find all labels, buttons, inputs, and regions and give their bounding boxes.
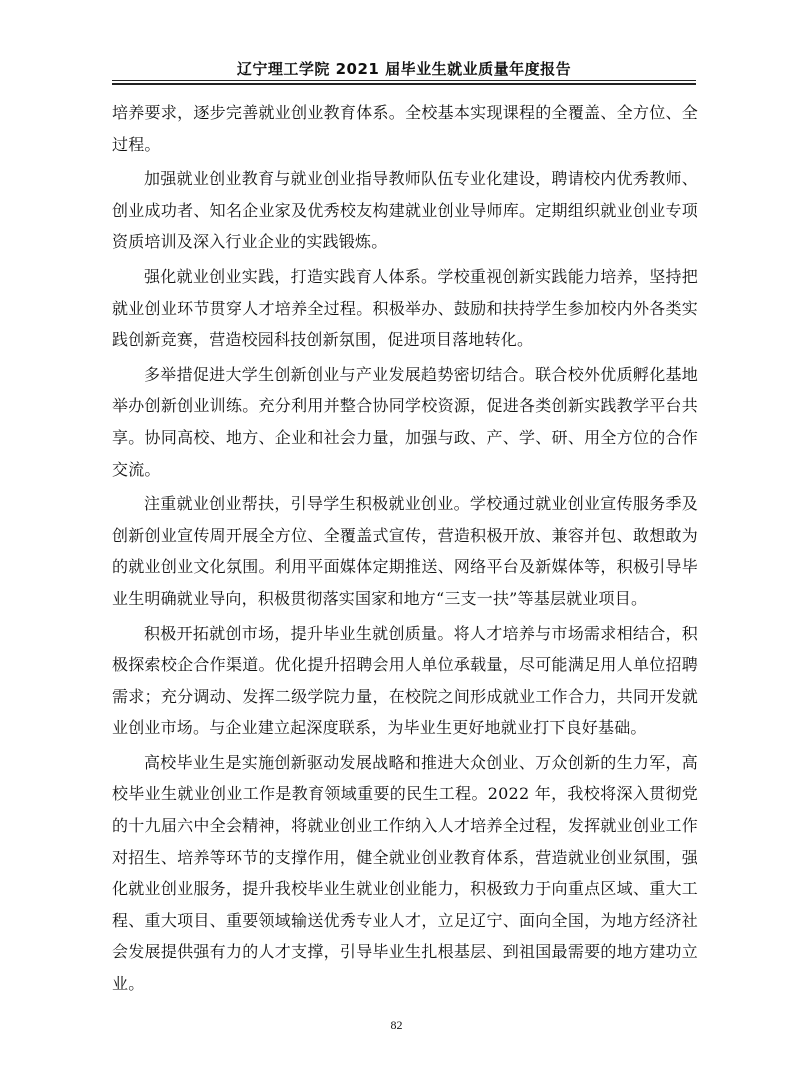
paragraph-market: 积极开拓就创市场，提升毕业生就创质量。将人才培养与市场需求相结合，积极探索校企合作渠道。优化提升招聘会用人单位承载量，尽可能满足用人单位招聘需求；充分调动、发挥二级学院力量，在校院之间形成就业工作合力，共同开发就业创业市场。与企业建立起深度联系，为毕业生更好地就业打下良好基础。 <box>112 623 698 738</box>
paragraph-outlook: 高校毕业生是实施创新驱动发展战略和推进大众创业、万众创新的生力军，高校毕业生就业创业工作是教育领域重要的民生工程。2022 年，我校将深入贯彻党的十九届六中全会精神，将就业创业工作纳入人才培养全过程，发挥就业创业工作对招生、培养等环节的支撑作用，健全就业创业教育体系，营造就业创业氛围，强化就业创业服务，提升我校毕业生就业创业能力，积极致力于向重点区域、重大工程、重大项目、重要领域输送优秀专业人才，立足辽宁、面向全国，为地方经济社会发展提供强有力的人才支撑，引导毕业生扎根基层、到祖国最需要的地方建功立业。 <box>112 752 698 994</box>
paragraph-industry: 多举措促进大学生创新创业与产业发展趋势密切结合。联合校外优质孵化基地举办创新创业训练。充分利用并整合协同学校资源，促进各类创新实践教学平台共享。协同高校、地方、企业和社会力量，加强与政、产、学、研、用全方位的合作交流。 <box>112 364 698 479</box>
paragraph-support: 注重就业创业帮扶，引导学生积极就业创业。学校通过就业创业宣传服务季及创新创业宣传周开展全方位、全覆盖式宣传，营造积极开放、兼容并包、敢想敢为的就业创业文化氛围。利用平面媒体定期推送、网络平台及新媒体等，积极引导毕业生明确就业导向，积极贯彻落实国家和地方“三支一扶”等基层就业项目。 <box>112 494 698 608</box>
header-rule-thick <box>112 83 696 85</box>
running-header: 辽宁理工学院 2021 届毕业生就业质量年度报告 <box>236 60 572 78</box>
paragraph-practice: 强化就业创业实践，打造实践育人体系。学校重视创新实践能力培养，坚持把就业创业环节贯穿人才培养全过程。积极举办、鼓励和扶持学生参加校内外各类实践创新竞赛，营造校园科技创新氛围，促进项目落地转化。 <box>112 266 698 350</box>
header-rule-thin <box>112 80 696 81</box>
paragraph-teacher-team: 加强就业创业教育与就业创业指导教师队伍专业化建设，聘请校内优秀教师、创业成功者、知名企业家及优秀校友构建就业创业导师库。定期组织就业创业专项资质培训及深入行业企业的实践锻炼。 <box>112 169 698 252</box>
paragraph-continued: 培养要求，逐步完善就业创业教育体系。全校基本实现课程的全覆盖、全方位、全过程。 <box>112 103 698 154</box>
body-text <box>112 97 698 1003</box>
page-number: 82 <box>390 1018 403 1032</box>
